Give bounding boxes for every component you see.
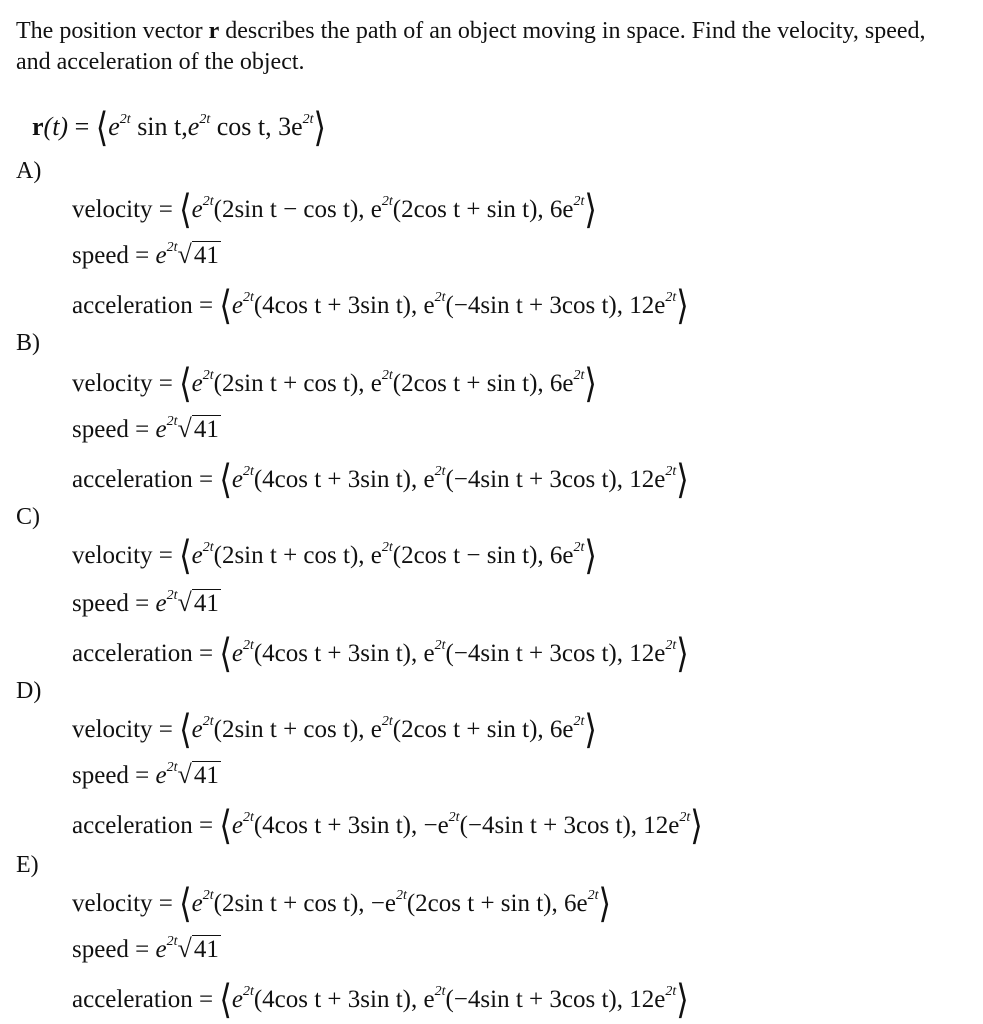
math-term: e — [155, 416, 167, 443]
math-sup: 2t — [202, 368, 214, 383]
math-term: e — [231, 466, 243, 493]
angle-open: ⟨ — [219, 802, 232, 848]
math-sup: 2t — [242, 464, 254, 479]
given-eq: = — [68, 112, 96, 141]
choice-b-velocity — [72, 360, 597, 406]
speed-label: speed = — [72, 936, 156, 963]
math-sup: 2t — [665, 638, 677, 653]
angle-close: ⟩ — [598, 880, 611, 926]
math-sup: 2t — [166, 414, 178, 429]
math-sup: 2t — [381, 540, 393, 555]
angle-open: ⟨ — [219, 282, 232, 328]
choice-b-letter[interactable]: B) — [16, 330, 40, 356]
given-arg: (t) — [43, 112, 69, 141]
acceleration-label: acceleration = — [72, 292, 220, 319]
math-sup: 2t — [202, 888, 214, 903]
angle-open: ⟨ — [179, 186, 192, 232]
math-term: e — [155, 762, 167, 789]
choice-d-letter[interactable]: D) — [16, 678, 42, 704]
math-sup: 2t — [573, 368, 585, 383]
math-term: (2cos t + sin t), 6e — [392, 370, 574, 397]
math-sup: 2t — [166, 760, 178, 775]
sqrt-radicand: 41 — [193, 762, 219, 789]
math-term: (−4sin t + 3cos t), 12e — [445, 466, 666, 493]
math-sup: 2t — [202, 714, 214, 729]
velocity-label: velocity = — [72, 196, 180, 223]
choice-c-letter[interactable]: C) — [16, 504, 40, 530]
question-prompt — [16, 16, 966, 78]
math-term: e — [191, 890, 203, 917]
math-sup: 2t — [166, 240, 178, 255]
math-term: (−4sin t + 3cos t), 12e — [445, 292, 666, 319]
angle-close: ⟩ — [676, 282, 689, 328]
math-term: e — [155, 936, 167, 963]
math-sup: 2t — [573, 194, 585, 209]
choice-e-velocity — [72, 880, 611, 926]
angle-open: ⟨ — [219, 630, 232, 676]
math-term: (4cos t + 3sin t), e — [253, 986, 435, 1013]
choice-a-velocity — [72, 186, 597, 232]
sqrt-radicand: 41 — [193, 242, 219, 269]
math-term: (2cos t − sin t), 6e — [392, 542, 574, 569]
velocity-label: velocity = — [72, 542, 180, 569]
math-sup: 2t — [434, 464, 446, 479]
math-sup: 2t — [166, 588, 178, 603]
math-sup: 2t — [665, 984, 677, 999]
math-sup: 2t — [448, 810, 460, 825]
math-term: e — [155, 242, 167, 269]
math-term: e — [231, 986, 243, 1013]
math-term: e — [191, 542, 203, 569]
math-term: (2cos t + sin t), 6e — [392, 716, 574, 743]
math-sup: 2t — [434, 984, 446, 999]
given-c3-sup: 2t — [302, 112, 314, 127]
angle-open: ⟨ — [219, 976, 232, 1022]
angle-open: ⟨ — [179, 532, 192, 578]
math-term: (4cos t + 3sin t), −e — [253, 812, 449, 839]
velocity-label: velocity = — [72, 716, 180, 743]
math-term: (2cos t + sin t), 6e — [406, 890, 588, 917]
angle-open: ⟨ — [179, 360, 192, 406]
sqrt-symbol: √41 — [177, 934, 219, 963]
prompt-text-part1: The position vector — [16, 18, 209, 44]
math-sup: 2t — [573, 540, 585, 555]
angle-open: ⟨ — [179, 880, 192, 926]
angle-close: ⟩ — [676, 456, 689, 502]
angle-open: ⟨ — [219, 456, 232, 502]
math-sup: 2t — [434, 638, 446, 653]
math-term: (4cos t + 3sin t), e — [253, 640, 435, 667]
velocity-label: velocity = — [72, 890, 180, 917]
acceleration-label: acceleration = — [72, 986, 220, 1013]
math-term: (2sin t + cos t), e — [213, 370, 382, 397]
choice-b-speed — [72, 414, 221, 444]
given-c2-sup: 2t — [199, 112, 211, 127]
given-c1-rest: sin t, — [130, 112, 188, 141]
acceleration-label: acceleration = — [72, 466, 220, 493]
acceleration-label: acceleration = — [72, 640, 220, 667]
sqrt-symbol: √41 — [177, 414, 219, 443]
choice-d-speed — [72, 760, 221, 790]
sqrt-radicand: 41 — [193, 590, 219, 617]
sqrt-symbol: √41 — [177, 760, 219, 789]
angle-close: ⟩ — [690, 802, 703, 848]
math-term: (−4sin t + 3cos t), 12e — [445, 640, 666, 667]
angle-close: ⟩ — [584, 360, 597, 406]
math-sup: 2t — [381, 368, 393, 383]
given-c1: e — [108, 112, 120, 141]
given-c1-sup: 2t — [119, 112, 131, 127]
math-term: (2sin t − cos t), e — [213, 196, 382, 223]
math-term: (2sin t + cos t), −e — [213, 890, 396, 917]
choice-d-velocity — [72, 706, 597, 752]
choice-c-speed — [72, 588, 221, 618]
velocity-label: velocity = — [72, 370, 180, 397]
math-term: (2cos t + sin t), 6e — [392, 196, 574, 223]
math-term: (4cos t + 3sin t), e — [253, 292, 435, 319]
choice-e-acceleration — [72, 976, 689, 1022]
choice-c-acceleration — [72, 630, 689, 676]
math-sup: 2t — [434, 290, 446, 305]
math-term: (4cos t + 3sin t), e — [253, 466, 435, 493]
angle-close: ⟩ — [584, 532, 597, 578]
given-position-vector — [32, 104, 326, 150]
math-term: (2sin t + cos t), e — [213, 716, 382, 743]
math-term: e — [191, 196, 203, 223]
angle-close: ⟩ — [584, 186, 597, 232]
prompt-text-part2: describes the path of an object moving in space. Find the velocity, speed, and acceleration of the object. — [16, 18, 926, 75]
math-sup: 2t — [242, 638, 254, 653]
choice-e-letter[interactable]: E) — [16, 852, 39, 878]
math-sup: 2t — [242, 810, 254, 825]
given-c2-rest: cos t, 3e — [210, 112, 303, 141]
speed-label: speed = — [72, 416, 156, 443]
math-sup: 2t — [587, 888, 599, 903]
given-lhs: r — [32, 112, 44, 141]
math-sup: 2t — [665, 290, 677, 305]
speed-label: speed = — [72, 590, 156, 617]
math-sup: 2t — [573, 714, 585, 729]
math-term: e — [231, 812, 243, 839]
speed-label: speed = — [72, 242, 156, 269]
angle-close: ⟩ — [313, 104, 326, 150]
given-c2: e — [187, 112, 200, 141]
math-sup: 2t — [202, 194, 214, 209]
choice-c-velocity — [72, 532, 597, 578]
math-term: (−4sin t + 3cos t), 12e — [459, 812, 680, 839]
math-term: e — [231, 292, 243, 319]
angle-open: ⟨ — [179, 706, 192, 752]
prompt-bold-r: r — [208, 18, 220, 44]
sqrt-symbol: √41 — [177, 240, 219, 269]
speed-label: speed = — [72, 762, 156, 789]
math-term: e — [191, 716, 203, 743]
math-term: e — [231, 640, 243, 667]
math-sup: 2t — [242, 290, 254, 305]
angle-close: ⟩ — [676, 976, 689, 1022]
math-sup: 2t — [679, 810, 691, 825]
math-sup: 2t — [202, 540, 214, 555]
choice-d-acceleration — [72, 802, 703, 848]
choice-a-letter[interactable]: A) — [16, 158, 42, 184]
math-sup: 2t — [395, 888, 407, 903]
choice-b-acceleration — [72, 456, 689, 502]
angle-close: ⟩ — [584, 706, 597, 752]
math-sup: 2t — [166, 934, 178, 949]
sqrt-symbol: √41 — [177, 588, 219, 617]
math-sup: 2t — [381, 194, 393, 209]
math-sup: 2t — [242, 984, 254, 999]
math-sup: 2t — [381, 714, 393, 729]
choice-e-speed — [72, 934, 221, 964]
angle-open: ⟨ — [95, 104, 109, 150]
angle-close: ⟩ — [676, 630, 689, 676]
choice-a-speed — [72, 240, 221, 270]
choice-a-acceleration — [72, 282, 689, 328]
math-sup: 2t — [665, 464, 677, 479]
math-term: (−4sin t + 3cos t), 12e — [445, 986, 666, 1013]
math-term: e — [155, 590, 167, 617]
acceleration-label: acceleration = — [72, 812, 220, 839]
math-term: (2sin t + cos t), e — [213, 542, 382, 569]
math-term: e — [191, 370, 203, 397]
sqrt-radicand: 41 — [193, 936, 219, 963]
sqrt-radicand: 41 — [193, 416, 219, 443]
